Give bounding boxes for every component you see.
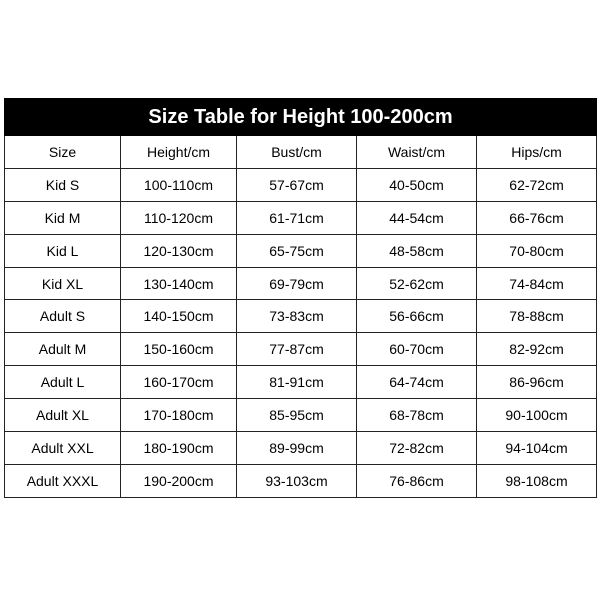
- header-cell-size: Size: [5, 136, 121, 169]
- table-row: [5, 399, 597, 432]
- hips-cell: 70-80cm: [477, 234, 597, 267]
- bust-cell: 81-91cm: [237, 366, 357, 399]
- size-cell: Adult XXL: [5, 432, 121, 465]
- table-row: [5, 168, 597, 201]
- height-cell: 110-120cm: [121, 201, 237, 234]
- waist-cell: 64-74cm: [357, 366, 477, 399]
- bust-cell: 69-79cm: [237, 267, 357, 300]
- size-cell: Kid XL: [5, 267, 121, 300]
- header-cell-height: Height/cm: [121, 136, 237, 169]
- bust-cell: 89-99cm: [237, 432, 357, 465]
- height-cell: 180-190cm: [121, 432, 237, 465]
- hips-cell: 86-96cm: [477, 366, 597, 399]
- bust-cell: 73-83cm: [237, 300, 357, 333]
- table-row: [5, 267, 597, 300]
- title-row: [5, 99, 597, 136]
- hips-cell: 78-88cm: [477, 300, 597, 333]
- waist-cell: 72-82cm: [357, 432, 477, 465]
- bust-cell: 61-71cm: [237, 201, 357, 234]
- waist-cell: 52-62cm: [357, 267, 477, 300]
- hips-cell: 62-72cm: [477, 168, 597, 201]
- height-cell: 100-110cm: [121, 168, 237, 201]
- size-cell: Adult S: [5, 300, 121, 333]
- hips-cell: 94-104cm: [477, 432, 597, 465]
- size-cell: Adult L: [5, 366, 121, 399]
- waist-cell: 60-70cm: [357, 333, 477, 366]
- table-row: [5, 333, 597, 366]
- height-cell: 160-170cm: [121, 366, 237, 399]
- size-table: [4, 98, 597, 498]
- height-cell: 190-200cm: [121, 464, 237, 497]
- table-row: [5, 464, 597, 497]
- hips-cell: 90-100cm: [477, 399, 597, 432]
- hips-cell: 66-76cm: [477, 201, 597, 234]
- height-cell: 140-150cm: [121, 300, 237, 333]
- size-cell: Adult XL: [5, 399, 121, 432]
- bust-cell: 57-67cm: [237, 168, 357, 201]
- bust-cell: 85-95cm: [237, 399, 357, 432]
- bust-cell: 77-87cm: [237, 333, 357, 366]
- hips-cell: 98-108cm: [477, 464, 597, 497]
- header-cell-hips: Hips/cm: [477, 136, 597, 169]
- height-cell: 150-160cm: [121, 333, 237, 366]
- waist-cell: 56-66cm: [357, 300, 477, 333]
- waist-cell: 68-78cm: [357, 399, 477, 432]
- header-cell-waist: Waist/cm: [357, 136, 477, 169]
- height-cell: 170-180cm: [121, 399, 237, 432]
- size-cell: Kid M: [5, 201, 121, 234]
- waist-cell: 76-86cm: [357, 464, 477, 497]
- table-row: [5, 201, 597, 234]
- header-row: [5, 136, 597, 169]
- size-cell: Kid S: [5, 168, 121, 201]
- table-row: [5, 234, 597, 267]
- table-row: [5, 432, 597, 465]
- waist-cell: 44-54cm: [357, 201, 477, 234]
- size-cell: Kid L: [5, 234, 121, 267]
- hips-cell: 74-84cm: [477, 267, 597, 300]
- bust-cell: 65-75cm: [237, 234, 357, 267]
- table-body: [5, 136, 597, 498]
- waist-cell: 48-58cm: [357, 234, 477, 267]
- size-cell: Adult M: [5, 333, 121, 366]
- table-row: [5, 366, 597, 399]
- table-row: [5, 300, 597, 333]
- bust-cell: 93-103cm: [237, 464, 357, 497]
- height-cell: 130-140cm: [121, 267, 237, 300]
- hips-cell: 82-92cm: [477, 333, 597, 366]
- header-cell-bust: Bust/cm: [237, 136, 357, 169]
- size-cell: Adult XXXL: [5, 464, 121, 497]
- table-title: Size Table for Height 100-200cm: [5, 99, 597, 136]
- height-cell: 120-130cm: [121, 234, 237, 267]
- waist-cell: 40-50cm: [357, 168, 477, 201]
